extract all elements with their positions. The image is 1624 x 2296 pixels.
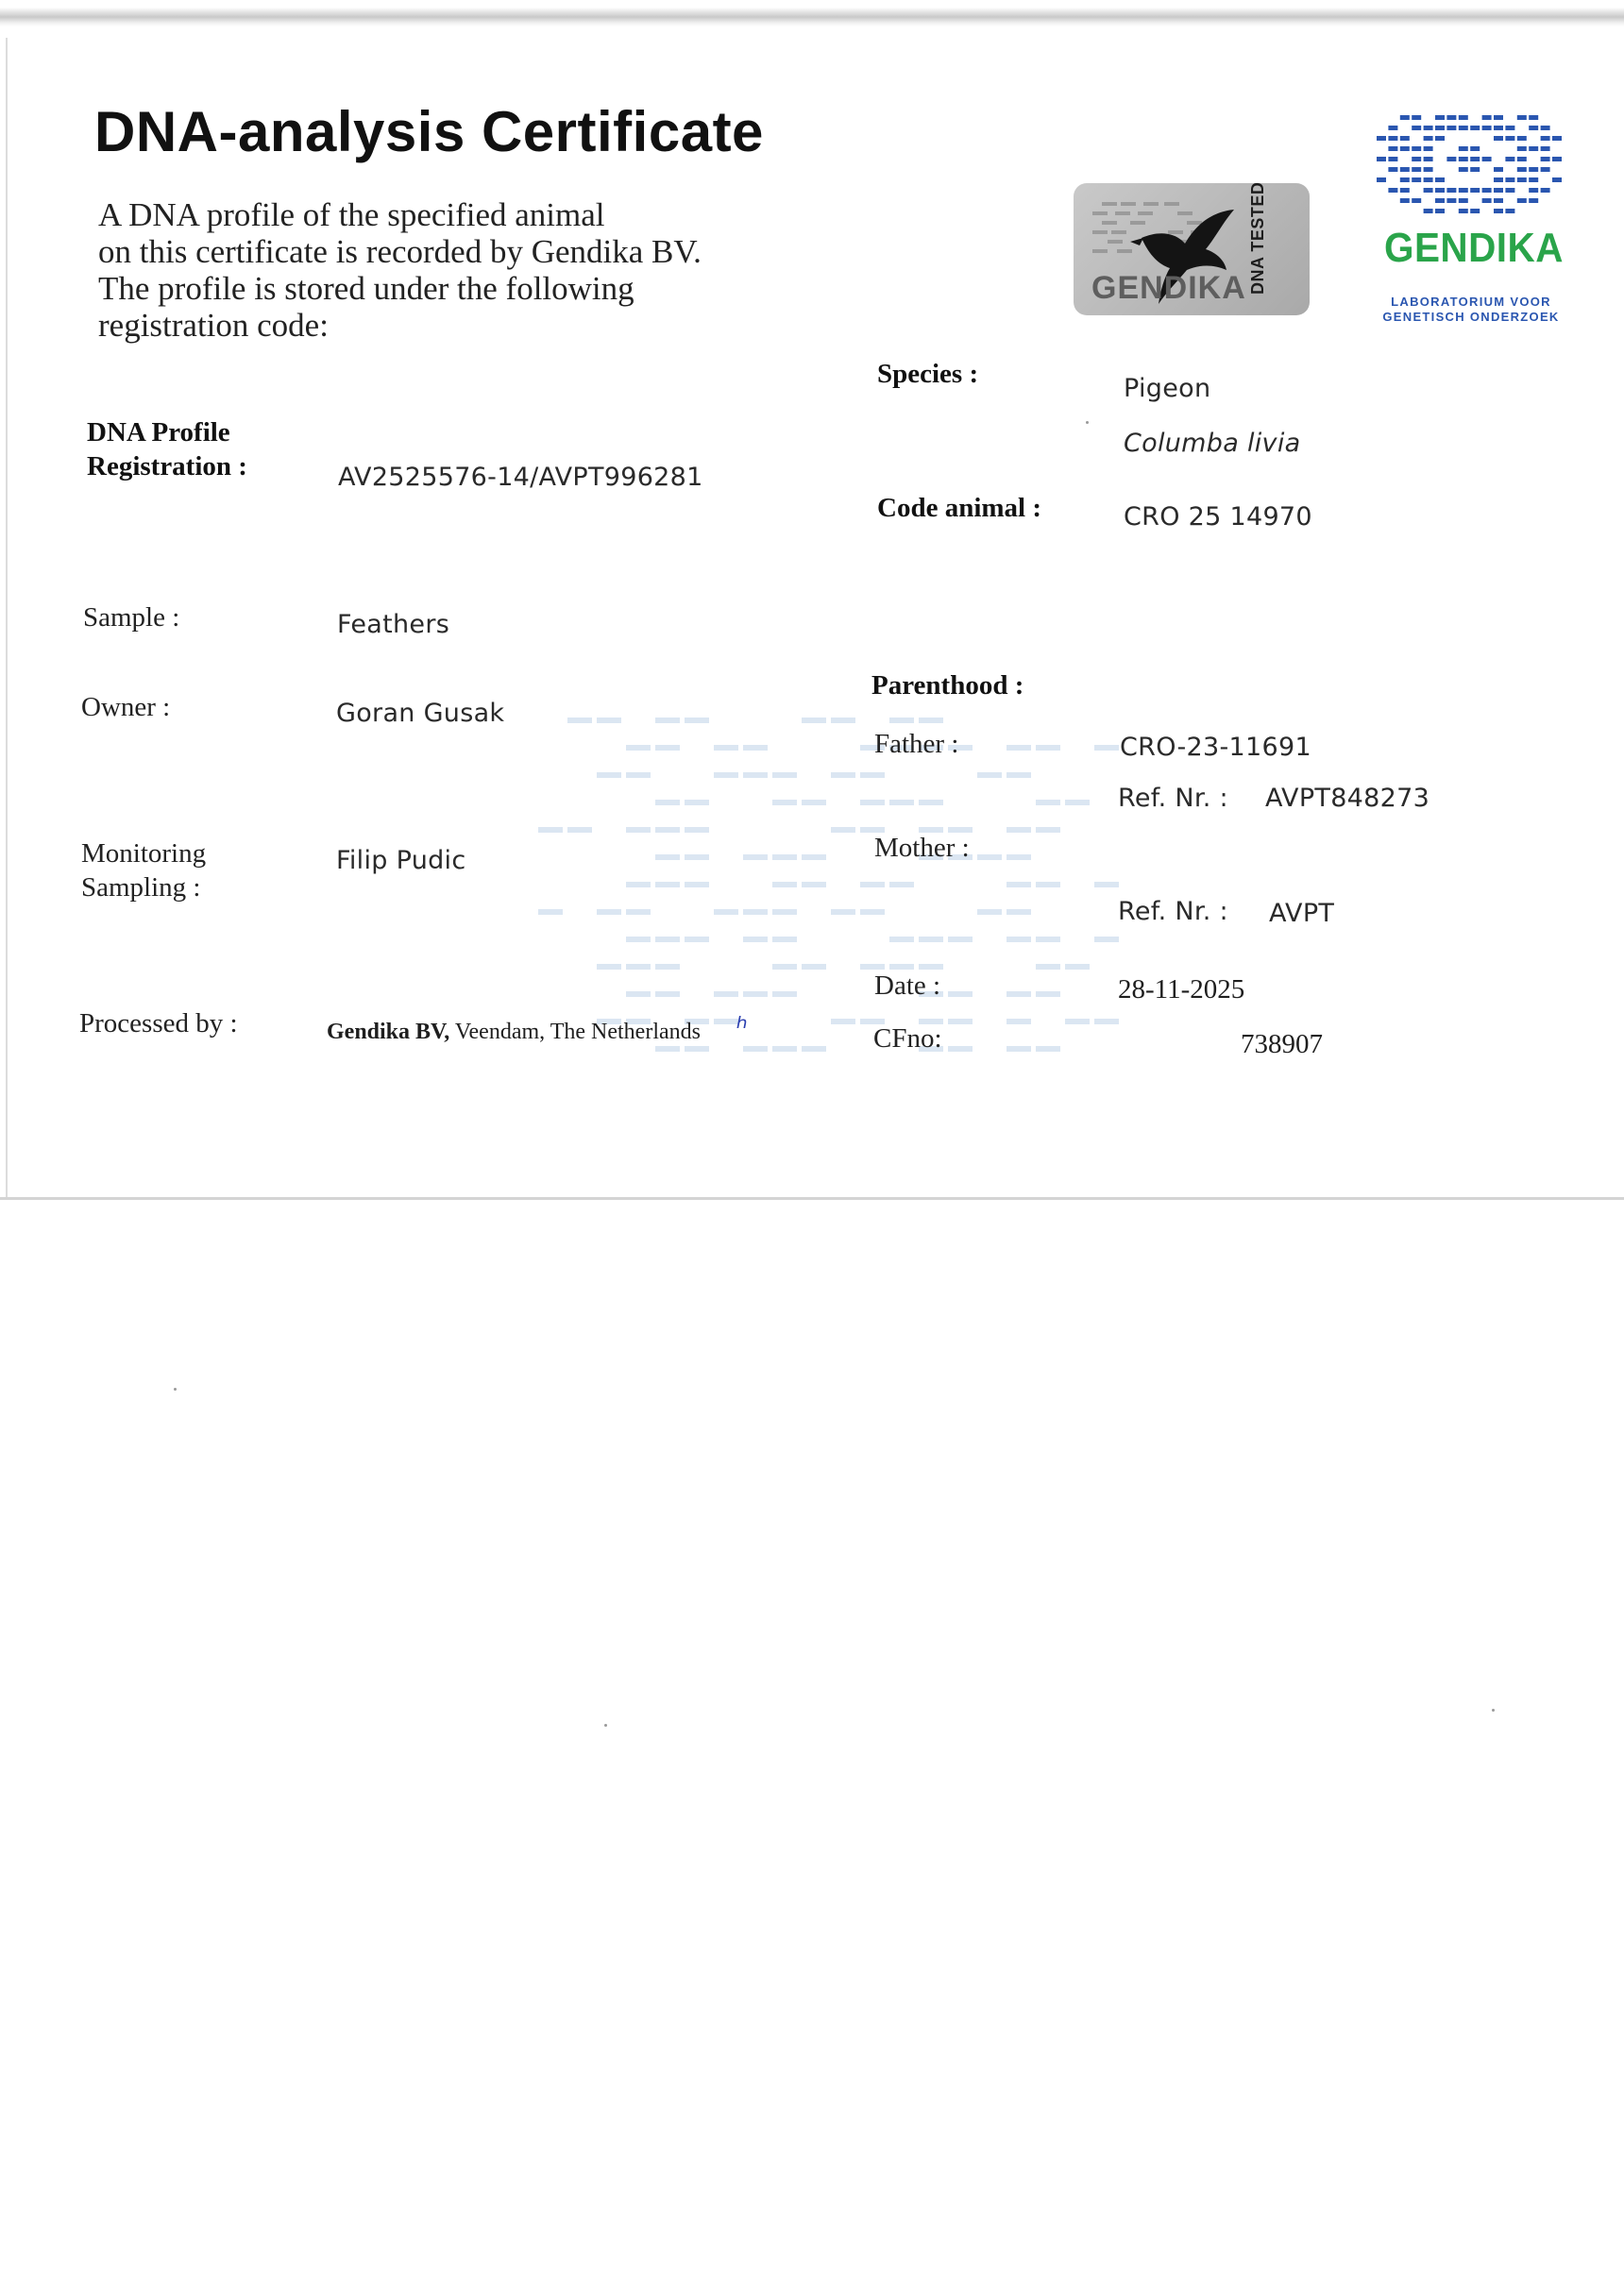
- father-ref-value: AVPT848273: [1265, 784, 1430, 813]
- species-latin-value: Columba livia: [1124, 429, 1301, 458]
- registration-label-line1: DNA Profile: [87, 417, 230, 447]
- father-label: Father :: [874, 729, 959, 759]
- logo-subtitle-line: GENETISCH ONDERZOEK: [1382, 310, 1560, 324]
- cfno-label: CFno:: [873, 1023, 942, 1054]
- date-value: 28-11-2025: [1118, 974, 1245, 1004]
- monitoring-label-line2: Sampling :: [81, 872, 201, 903]
- logo-subtitle-line: LABORATORIUM VOOR: [1391, 295, 1551, 309]
- intro-line: on this certificate is recorded by Gendika BV.: [98, 233, 702, 270]
- intro-line: registration code:: [98, 307, 329, 344]
- scan-speck: [1492, 1709, 1495, 1712]
- owner-label: Owner :: [81, 692, 171, 722]
- mother-ref-value: AVPT: [1269, 899, 1335, 928]
- parenthood-heading: Parenthood :: [871, 670, 1024, 701]
- code-animal-value: CRO 25 14970: [1124, 502, 1312, 532]
- certificate-title: DNA-analysis Certificate: [94, 100, 764, 163]
- monitoring-value: Filip Pudic: [336, 846, 466, 875]
- intro-line: The profile is stored under the following: [98, 270, 634, 307]
- species-common-value: Pigeon: [1124, 374, 1211, 403]
- certificate-bottom-edge: [0, 1197, 1624, 1200]
- badge-vertical-text: DNA TESTED: [1248, 181, 1267, 295]
- owner-value: Goran Gusak: [336, 699, 505, 728]
- species-label: Species :: [877, 359, 979, 389]
- certificate-intro: [98, 196, 778, 344]
- pen-mark-icon: ʰ: [736, 1012, 748, 1045]
- processed-location: Veendam, The Netherlands: [449, 1020, 701, 1044]
- code-animal-label: Code animal :: [877, 493, 1041, 523]
- logo-name: GENDIKA: [1384, 225, 1564, 271]
- father-value: CRO-23-11691: [1120, 733, 1311, 762]
- mother-ref-label: Ref. Nr. :: [1118, 897, 1228, 926]
- scan-speck: [604, 1724, 607, 1727]
- registration-label-line2: Registration :: [87, 451, 247, 481]
- scan-top-edge: [0, 0, 1624, 26]
- processed-label: Processed by :: [79, 1008, 238, 1038]
- sample-label: Sample :: [83, 602, 180, 633]
- registration-value: AV2525576-14/AVPT996281: [338, 463, 703, 492]
- mother-label: Mother :: [874, 833, 970, 863]
- date-label: Date :: [874, 971, 941, 1001]
- scan-speck: [174, 1388, 177, 1391]
- processed-value: [327, 1020, 701, 1045]
- scan-left-edge: [6, 38, 8, 1199]
- cfno-value: 738907: [1241, 1029, 1323, 1059]
- intro-line: A DNA profile of the specified animal: [98, 196, 605, 233]
- processed-company: Gendika BV,: [327, 1020, 450, 1044]
- badge-brand-text: GENDIKA: [1091, 270, 1246, 306]
- logo-subtitle: [1367, 295, 1575, 325]
- sample-value: Feathers: [337, 610, 450, 639]
- scan-speck: [1086, 421, 1089, 424]
- gendika-logo-icon: [1377, 115, 1565, 219]
- monitoring-label-line1: Monitoring: [81, 838, 207, 869]
- father-ref-label: Ref. Nr. :: [1118, 784, 1228, 813]
